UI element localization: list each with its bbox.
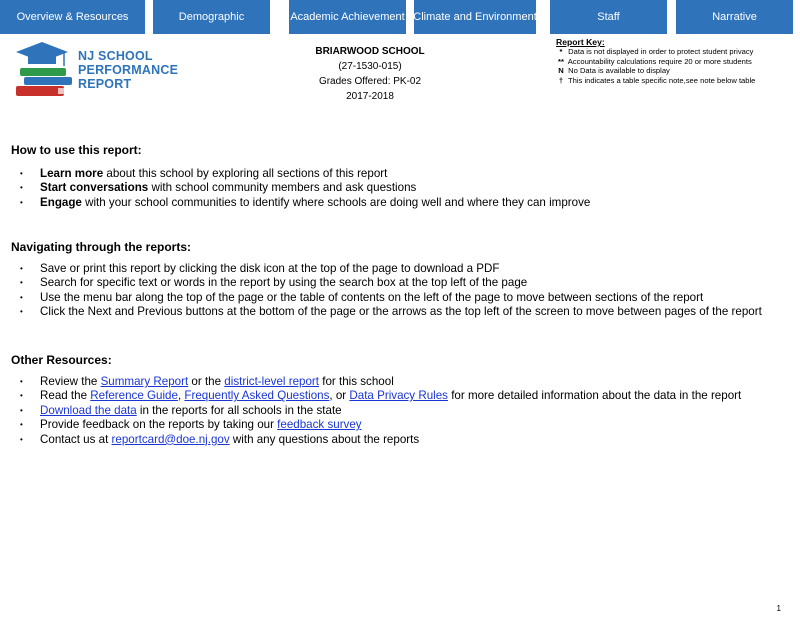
list-item-text: with school community members and ask questions bbox=[148, 181, 417, 195]
key-text: This indicates a table specific note,see note below table bbox=[567, 75, 756, 85]
list-item: • Click the Next and Previous buttons at the bottom of the page or the arrows as the top left of the screen to move between pages of the report bbox=[20, 305, 780, 319]
download-data-link[interactable]: Download the data bbox=[40, 403, 137, 417]
key-item bbox=[556, 57, 755, 66]
page-number: 1 bbox=[776, 604, 781, 613]
tab-staff[interactable]: Staff bbox=[550, 0, 667, 34]
text: , bbox=[177, 389, 185, 403]
key-item bbox=[556, 66, 755, 75]
logo-line2: PERFORMANCE bbox=[78, 63, 179, 77]
list-item-text: about this school by exploring all sections of this report bbox=[103, 167, 388, 180]
list-item bbox=[20, 167, 780, 181]
key-text: No Data is available to display bbox=[568, 66, 670, 76]
feedback-survey-link[interactable]: feedback survey bbox=[277, 418, 362, 432]
report-key bbox=[556, 38, 755, 85]
summary-report-link[interactable]: Summary Report bbox=[100, 375, 189, 388]
list-item bbox=[20, 375, 780, 389]
tab-academic-achievement[interactable]: Academic Achievement bbox=[289, 0, 406, 34]
navigating-list bbox=[20, 262, 780, 320]
list-item bbox=[20, 433, 780, 447]
logo-line1: NJ SCHOOL bbox=[78, 49, 153, 63]
text: Read the bbox=[40, 389, 91, 403]
list-item: • Search for specific text or words in the report by using the search box at the top left of the page bbox=[20, 276, 780, 290]
other-resources-heading: Other Resources: bbox=[11, 353, 112, 367]
data-privacy-rules-link[interactable]: Data Privacy Rules bbox=[349, 389, 448, 403]
list-item bbox=[20, 404, 780, 418]
text: , or bbox=[329, 389, 350, 403]
faq-link[interactable]: Frequently Asked Questions bbox=[184, 389, 330, 403]
how-to-use-list bbox=[20, 167, 780, 210]
logo-line3: REPORT bbox=[78, 77, 132, 91]
list-item bbox=[20, 389, 780, 403]
district-report-link[interactable]: district-level report bbox=[224, 375, 320, 388]
other-resources-list bbox=[20, 375, 780, 447]
list-item bbox=[20, 418, 780, 432]
key-symbol: * bbox=[559, 47, 563, 57]
contact-email-link[interactable]: reportcard@doe.nj.gov bbox=[111, 432, 230, 446]
text: for this school bbox=[319, 375, 394, 388]
key-symbol: † bbox=[558, 75, 564, 85]
key-text: Accountability calculations require 20 or more students bbox=[567, 56, 752, 66]
text: or the bbox=[188, 375, 225, 388]
key-item bbox=[556, 47, 755, 56]
school-code: (27-1530-015) bbox=[338, 61, 402, 72]
reference-guide-link[interactable]: Reference Guide bbox=[90, 389, 178, 403]
text: in the reports for all schools in the state bbox=[136, 403, 342, 417]
school-year: 2017-2018 bbox=[346, 91, 394, 102]
tab-climate-environment[interactable]: Climate and Environment bbox=[414, 0, 536, 34]
school-info bbox=[270, 44, 470, 104]
key-text: Data is not displayed in order to protect student privacy bbox=[568, 47, 754, 57]
text: with any questions about the reports bbox=[229, 432, 420, 446]
text: Review the bbox=[40, 375, 101, 388]
list-item-text: with your school communities to identify where schools are doing well and where they can improve bbox=[81, 195, 591, 209]
key-symbol: ** bbox=[558, 56, 564, 66]
tab-narrative[interactable]: Narrative bbox=[676, 0, 793, 34]
list-item-bold: Engage bbox=[40, 195, 82, 209]
list-item bbox=[20, 181, 780, 195]
logo-text bbox=[78, 49, 178, 91]
list-item-bold: Start conversations bbox=[40, 181, 149, 195]
key-item bbox=[556, 76, 755, 85]
grades-offered: Grades Offered: PK-02 bbox=[318, 76, 422, 87]
text: Provide feedback on the reports by taking our bbox=[40, 418, 278, 432]
key-symbol: N bbox=[558, 66, 564, 76]
report-key-title: Report Key: bbox=[556, 37, 605, 47]
school-name: BRIARWOOD SCHOOL bbox=[315, 46, 425, 57]
how-to-use-heading: How to use this report: bbox=[11, 143, 142, 157]
list-item bbox=[20, 196, 780, 210]
text: for more detailed information about the data in the report bbox=[447, 389, 742, 403]
text: Contact us at bbox=[40, 432, 112, 446]
navigating-heading: Navigating through the reports: bbox=[11, 240, 191, 254]
tab-demographic[interactable]: Demographic bbox=[153, 0, 270, 34]
list-item-bold: Learn more bbox=[40, 167, 104, 180]
list-item: • Save or print this report by clicking the disk icon at the top of the page to download a PDF bbox=[20, 262, 780, 276]
tab-overview-resources[interactable]: Overview & Resources bbox=[0, 0, 145, 34]
top-nav bbox=[0, 0, 800, 34]
list-item: • Use the menu bar along the top of the page or the table of contents on the left of the page to move between sections of the report bbox=[20, 291, 780, 305]
